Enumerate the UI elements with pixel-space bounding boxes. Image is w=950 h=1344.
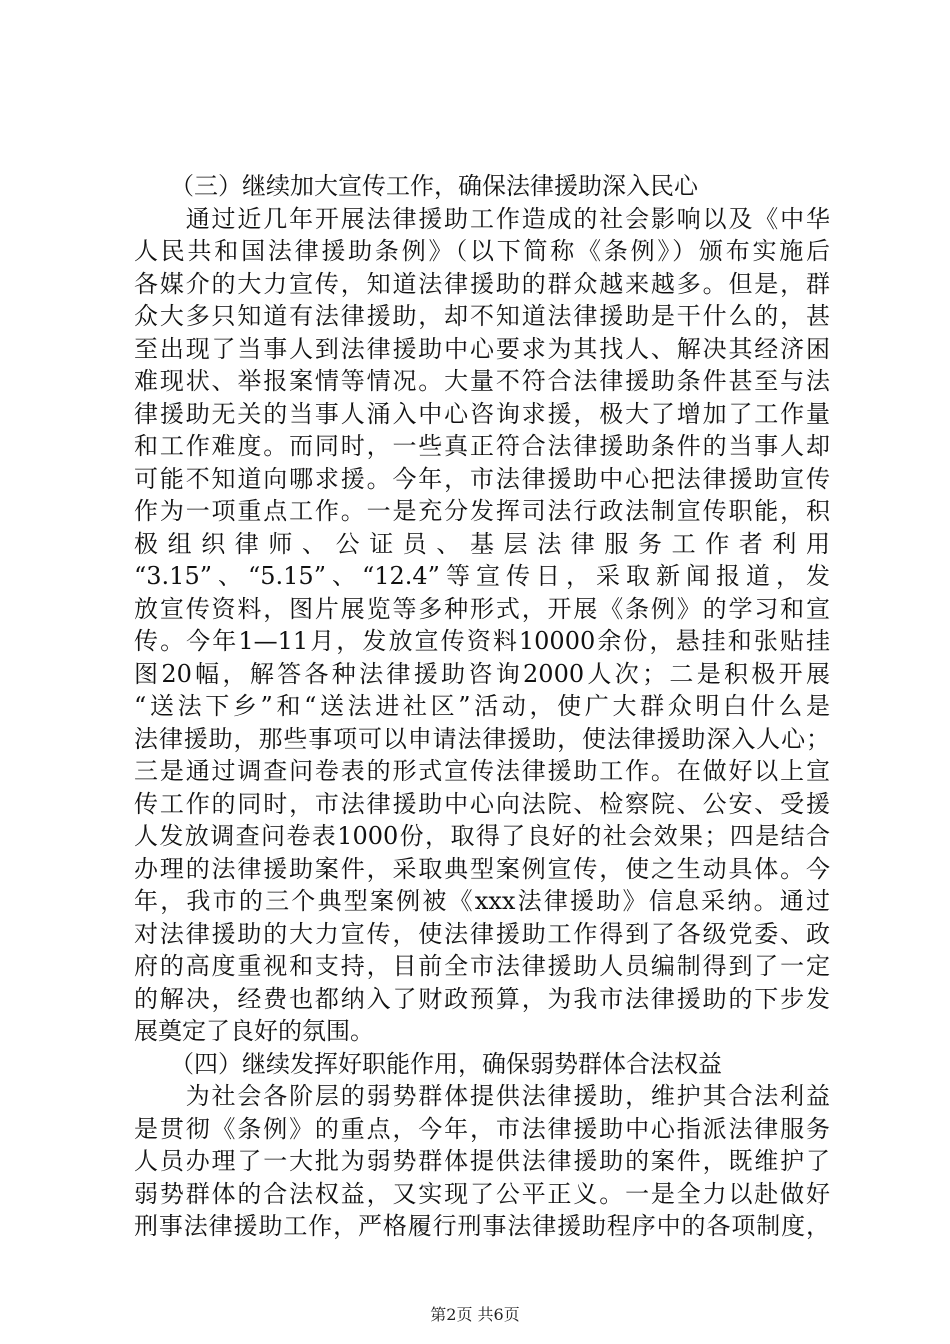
- text-line: 为社会各阶层的弱势群体提供法律援助，维护其合法利益: [134, 1082, 830, 1110]
- text-line: （三）继续加大宣传工作，确保法律援助深入民心: [134, 172, 698, 200]
- text-line: 对法律援助的大力宣传，使法律援助工作得到了各级党委、政: [134, 919, 830, 948]
- text-line: 传。今年1—11月，发放宣传资料10000余份，悬挂和张贴挂: [134, 627, 830, 655]
- text-line: 难现状、举报案情等情况。大量不符合法律援助条件甚至与法: [134, 367, 830, 395]
- page-footer: 第2页 共6页: [430, 1305, 520, 1324]
- text-line: 作为一项重点工作。一是充分发挥司法行政法制宣传职能，积: [134, 497, 830, 525]
- text-line: 人民共和国法律援助条例》（以下简称《条例》）颁布实施后: [134, 237, 830, 265]
- text-line: 人员办理了一大批为弱势群体提供法律援助的案件，既维护了: [134, 1147, 830, 1175]
- text-line: 众大多只知道有法律援助，却不知道法律援助是干什么的，甚: [134, 302, 830, 330]
- text-line: 可能不知道向哪求援。今年，市法律援助中心把法律援助宣传: [134, 464, 830, 493]
- text-line: 是贯彻《条例》的重点，今年，市法律援助中心指派法律服务: [134, 1114, 830, 1143]
- text-line: 年，我市的三个典型案例被《xxx法律援助》信息采纳。通过: [134, 887, 830, 915]
- text-line: 人发放调查问卷表1000份，取得了良好的社会效果；四是结合: [134, 822, 830, 850]
- text-line: 传工作的同时，市法律援助中心向法院、检察院、公安、受援: [134, 789, 830, 818]
- text-line: 刑事法律援助工作，严格履行刑事法律援助程序中的各项制度，: [134, 1212, 830, 1240]
- text-line: 极组织律师、公证员、基层法律服务工作者利用: [134, 529, 830, 558]
- text-line: 府的高度重视和支持，目前全市法律援助人员编制得到了一定: [134, 952, 830, 980]
- text-line: 和工作难度。而同时，一些真正符合法律援助条件的当事人却: [134, 432, 830, 460]
- text-line: 三是通过调查问卷表的形式宣传法律援助工作。在做好以上宣: [134, 757, 830, 785]
- text-line: 通过近几年开展法律援助工作造成的社会影响以及《中华: [134, 204, 830, 233]
- text-line: 图20幅，解答各种法律援助咨询2000人次；二是积极开展: [134, 659, 830, 688]
- text-line: 的解决，经费也都纳入了财政预算，为我市法律援助的下步发: [134, 984, 830, 1013]
- text-line: 至出现了当事人到法律援助中心要求为其找人、解决其经济困: [134, 334, 830, 363]
- document-body: [134, 170, 830, 1243]
- text-line: 法律援助，那些事项可以申请法律援助，使法律援助深入人心；: [134, 724, 830, 753]
- text-line: 放宣传资料，图片展览等多种形式，开展《条例》的学习和宣: [134, 594, 830, 623]
- text-line: 展奠定了良好的氛围。: [134, 1017, 374, 1045]
- text-line: 办理的法律援助案件，采取典型案例宣传，使之生动具体。今: [134, 854, 830, 883]
- text-line: “送法下乡”和“送法进社区”活动，使广大群众明白什么是: [134, 692, 830, 720]
- text-line: “3.15”、“5.15”、“12.4”等宣传日，采取新闻报道，发: [134, 562, 830, 590]
- text-line: （四）继续发挥好职能作用，确保弱势群体合法权益: [134, 1049, 722, 1078]
- text-line: 各媒介的大力宣传，知道法律援助的群众越来越多。但是，群: [134, 269, 830, 298]
- text-line: 弱势群体的合法权益，又实现了公平正义。一是全力以赴做好: [134, 1179, 830, 1208]
- text-line: 律援助无关的当事人涌入中心咨询求援，极大了增加了工作量: [134, 399, 830, 428]
